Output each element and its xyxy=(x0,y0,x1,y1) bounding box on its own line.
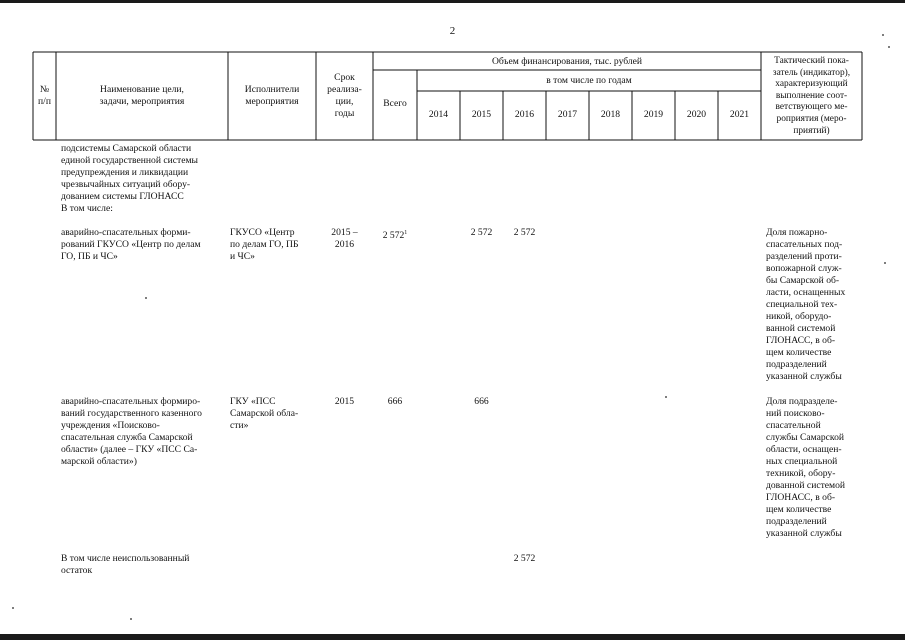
row1-executor: ГКУСО «Центр по делам ГО, ПБ и ЧС» xyxy=(230,227,299,262)
header-number: № п/п xyxy=(38,84,51,107)
scan-speck xyxy=(130,618,132,620)
row2-indicator: Доля подразделе- ний поисково- спасательной службы Самарской области, оснащен- ных специальной техникой, обору- дованной системой ГЛОНАСС, в об- щем количестве подразделений указанной службы xyxy=(766,396,846,539)
header-funding: Объем финансирования, тыс. рублей xyxy=(491,56,643,67)
row2-2015: 666 xyxy=(474,396,489,407)
header-year-2017: 2017 xyxy=(557,109,578,120)
scan-speck xyxy=(882,34,884,36)
scan-edge-top xyxy=(0,0,905,3)
header-year-2021: 2021 xyxy=(729,109,750,120)
unused-label: В том числе неиспользованный остаток xyxy=(61,553,190,576)
header-name: Наименование цели, задачи, мероприятия xyxy=(99,84,185,107)
intro-text: подсистемы Самарской области единой государственной системы предупреждения и ликвидации чрезвычайных ситуаций обору- дованием системы ГЛОНАСС xyxy=(61,143,199,202)
row1-term: 2015 – 2016 xyxy=(331,227,358,250)
scan-speck xyxy=(884,262,886,264)
header-indicator: Тактический пока- затель (индикатор), характеризующий выполнение соот- ветствующего ме- роприятия (меро- приятий) xyxy=(772,56,851,136)
header-year-2020: 2020 xyxy=(686,109,707,120)
row1-2015: 2 572 xyxy=(470,227,493,238)
scan-speck xyxy=(145,297,147,299)
row1-total-value: 2 572 xyxy=(382,230,405,242)
page-number: 2 xyxy=(449,25,456,37)
row1-2016: 2 572 xyxy=(513,227,536,238)
unused-2016: 2 572 xyxy=(513,553,536,564)
header-year-2014: 2014 xyxy=(428,109,449,120)
header-year-2018: 2018 xyxy=(600,109,621,120)
header-year-2019: 2019 xyxy=(643,109,664,120)
row2-term: 2015 xyxy=(334,396,355,407)
header-year-2015: 2015 xyxy=(471,109,492,120)
row1-indicator: Доля пожарно- спасательных под- разделений проти- вопожарной служ- бы Самарской об- ласти, оснащенных специальной тех- никой, оборудо- ванной системой ГЛОНАСС, в об- щем количестве подразделений указанной службы xyxy=(766,227,846,382)
header-year-2016: 2016 xyxy=(514,109,535,120)
header-by-years: в том числе по годам xyxy=(546,75,632,86)
intro-sub: В том числе: xyxy=(61,203,113,214)
header-total: Всего xyxy=(383,98,407,109)
row1-name: аварийно-спасательных форми- рований ГКУСО «Центр по делам ГО, ПБ и ЧС» xyxy=(61,227,201,262)
row1-total xyxy=(373,227,417,242)
header-executors: Исполнители мероприятия xyxy=(244,84,300,107)
row2-total: 666 xyxy=(387,396,403,407)
row1-total-footnote: 1 xyxy=(404,230,408,236)
header-term: Срок реализа- ции, годы xyxy=(327,72,362,119)
scan-speck xyxy=(888,46,890,48)
row2-executor: ГКУ «ПСС Самарской обла- сти» xyxy=(230,396,299,431)
row2-name: аварийно-спасательных формиро- ваний государственного казенного учреждения «Поисково- спасательная служба Самарской области» (далее – ГКУ «ПСС Са- марской области») xyxy=(61,396,202,467)
scan-edge-bottom xyxy=(0,634,905,640)
scan-speck xyxy=(665,396,667,398)
scan-speck xyxy=(12,607,14,609)
